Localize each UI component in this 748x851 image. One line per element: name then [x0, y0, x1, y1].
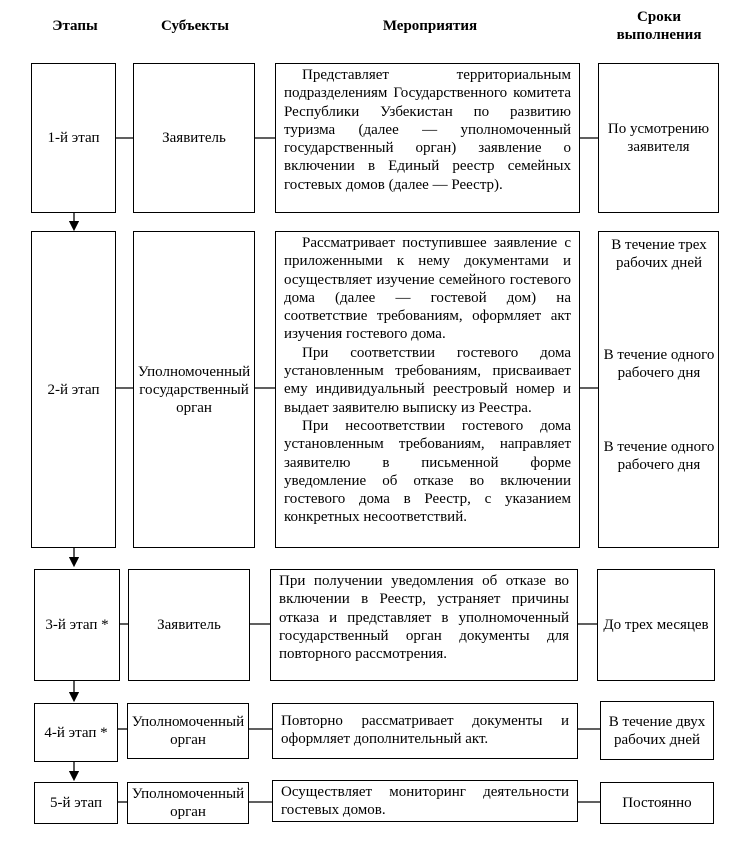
activity-4-text: Повторно рассматривает документы и оформляет дополнительный акт. — [281, 713, 569, 748]
deadline-1-box: По усмотрению заявителя — [598, 63, 719, 213]
activity-5-text: Осуществляет мониторинг деятельности гостевых домов. — [281, 784, 569, 819]
activity-4-box — [272, 703, 578, 759]
stage-4-box: 4-й этап * — [34, 703, 118, 762]
deadline-2-box — [598, 231, 719, 548]
activity-2-text-3: При несоответствии гостевого дома установленным требованиям, направляет заявителю в письменной форме уведомление об отказе во включении гостевого дома в Реестр, с указанием конкретных несоответствий. — [284, 417, 571, 526]
deadline-2-term-3: В течение одного рабочего дня — [603, 439, 715, 473]
activity-3-box — [270, 569, 578, 681]
activity-1-text: Представляет территориальным подразделениям Государственного комитета Республики Узбекистан по развитию туризма (далее — уполномоченный государственный орган) заявление о включении в Единый реестр семейных гостевых домов (далее — Реестр). — [284, 67, 571, 193]
deadline-2-term-1: В течение трех рабочих дней — [611, 237, 707, 271]
subject-3-box: Заявитель — [128, 569, 250, 681]
subject-5-box: Уполномоченный орган — [127, 782, 249, 824]
activity-2-text-2: При соответствии гостевого дома установленным требованиям, присваивает ему индивидуальный реестровый номер и выдает заявителю выписку из Реестра. — [284, 344, 571, 416]
header-deadlines: Сроки выполнения — [616, 9, 702, 43]
activity-5-box — [272, 780, 578, 822]
stage-5-box: 5-й этап — [34, 782, 118, 824]
header-activities: Мероприятия — [382, 18, 478, 34]
deadline-4-box: В течение двух рабочих дней — [600, 701, 714, 760]
deadline-2-term-2: В течение одного рабочего дня — [603, 347, 715, 381]
subject-1-box: Заявитель — [133, 63, 255, 213]
activity-3-text: При получении уведомления об отказе во включении в Реестр, устраняет причины отказа и представляет в уполномоченный государственный орган документы для повторного рассмотрения. — [279, 573, 569, 663]
stage-3-box: 3-й этап * — [34, 569, 120, 681]
subject-2-box: Уполномоченный государственный орган — [133, 231, 255, 548]
header-stages: Этапы — [52, 18, 98, 34]
deadline-5-box: Постоянно — [600, 782, 714, 824]
deadline-3-box: До трех месяцев — [597, 569, 715, 681]
stage-2-box: 2-й этап — [31, 231, 116, 548]
header-subjects: Субъекты — [160, 18, 229, 34]
subject-4-box: Уполномоченный орган — [127, 703, 249, 759]
activity-2-text-1: Рассматривает поступившее заявление с приложенными к нему документами и осуществляет изучение семейного гостевого дома (далее — гостевой дом) на соответствие требованиям, оформляет акт изучения гостевого дома. — [284, 235, 571, 343]
stage-1-box: 1-й этап — [31, 63, 116, 213]
activity-1-box — [275, 63, 580, 213]
activity-2-box — [275, 231, 580, 548]
